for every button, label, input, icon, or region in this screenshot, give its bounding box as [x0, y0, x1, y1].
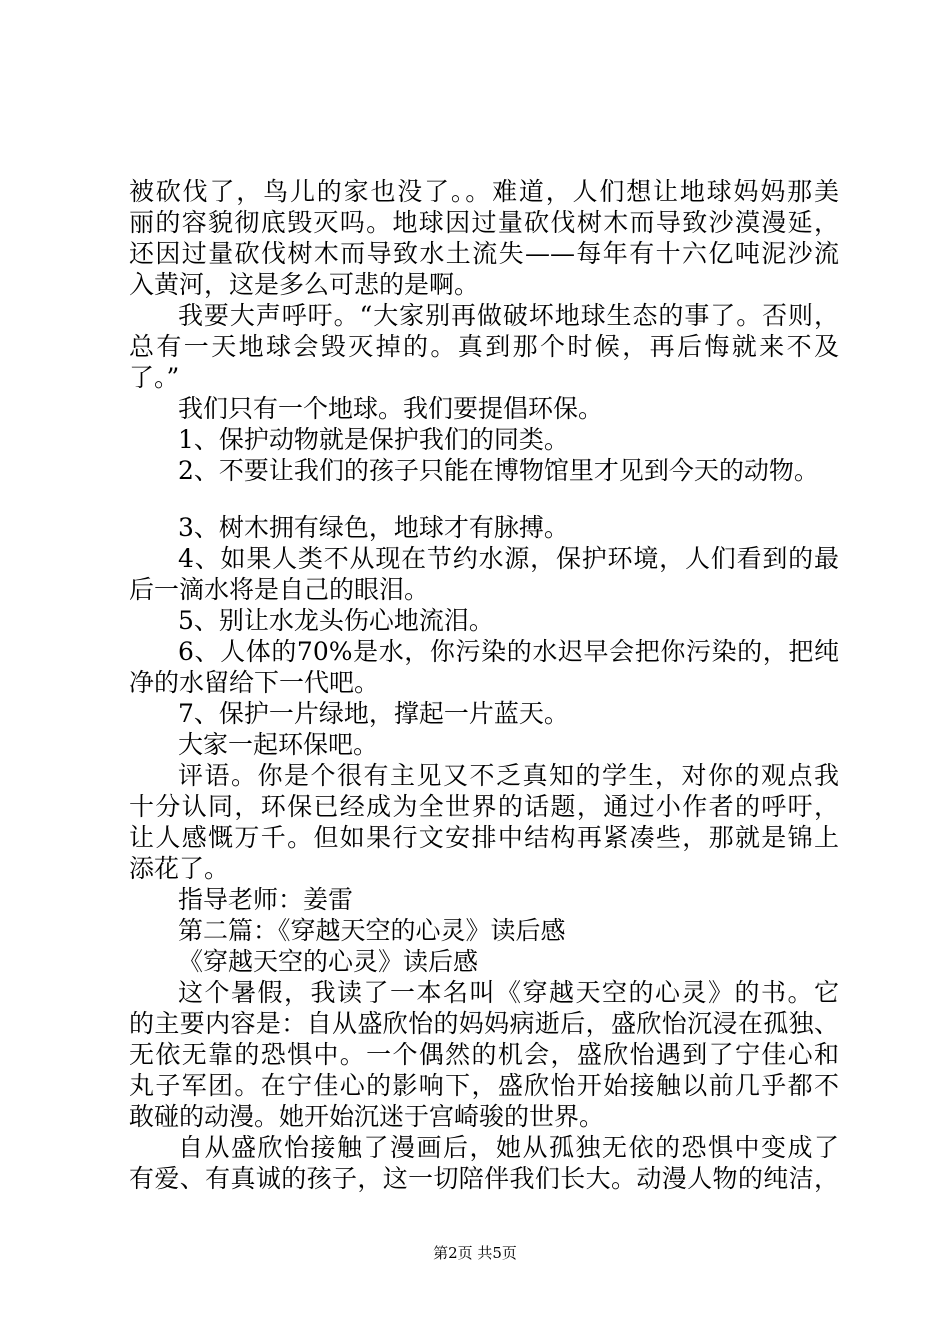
text-line: 的主要内容是：自从盛欣怡的妈妈病逝后，盛欣怡沉浸在孤独、 [129, 1009, 839, 1038]
section-heading: 第二篇：《穿越天空的心灵》读后感 [178, 916, 566, 945]
text-line: 被砍伐了，鸟儿的家也没了。。难道，人们想让地球妈妈那美 [129, 177, 839, 206]
text-line: 有爱、有真诚的孩子，这一切陪伴我们长大。动漫人物的纯洁， [129, 1164, 839, 1193]
text-line: 我要大声呼吁。“大家别再做破坏地球生态的事了。否则， [178, 301, 839, 330]
text-line: 我们只有一个地球。我们要提倡环保。 [178, 394, 604, 423]
text-line: 还因过量砍伐树木而导致水土流失——每年有十六亿吨泥沙流 [129, 239, 839, 268]
list-item: 6、人体的70%是水，你污染的水迟早会把你污染的，把纯 [178, 637, 839, 666]
page-number: 第2页 共5页 [433, 1244, 517, 1262]
text-line: 自从盛欣怡接触了漫画后，她从孤独无依的恐惧中变成了 [178, 1133, 839, 1162]
text-line: 评语。你是个很有主见又不乏真知的学生，对你的观点我 [178, 761, 839, 790]
text-line: 无依无靠的恐惧中。一个偶然的机会，盛欣怡遇到了宁佳心和 [129, 1040, 839, 1069]
list-item: 3、树木拥有绿色，地球才有脉搏。 [178, 513, 569, 542]
text-line: 了。” [129, 363, 180, 392]
text-line: 丸子军团。在宁佳心的影响下，盛欣怡开始接触以前几乎都不 [129, 1071, 839, 1100]
text-line: 十分认同，环保已经成为全世界的话题，通过小作者的呼吁， [129, 792, 839, 821]
text-line: 丽的容貌彻底毁灭吗。地球因过量砍伐树木而导致沙漠漫延， [129, 208, 839, 237]
text-line: 添花了。 [129, 854, 230, 883]
list-item: 2、不要让我们的孩子只能在博物馆里才见到今天的动物。 [178, 456, 819, 485]
text-line: 入黄河，这是多么可悲的是啊。 [129, 270, 480, 299]
section-title: 《穿越天空的心灵》读后感 [178, 947, 479, 976]
list-item: 5、别让水龙头伤心地流泪。 [178, 606, 494, 635]
list-item: 1、保护动物就是保护我们的同类。 [178, 425, 569, 454]
text-line: 让人感慨万千。但如果行文安排中结构再紧凑些，那就是锦上 [129, 823, 839, 852]
list-item: 7、保护一片绿地，撑起一片蓝天。 [178, 699, 569, 728]
text-line: 总有一天地球会毁灭掉的。真到那个时候，再后悔就来不及 [129, 332, 839, 361]
text-line: 后一滴水将是自己的眼泪。 [129, 575, 430, 604]
list-item: 4、如果人类不从现在节约水源，保护环境，人们看到的最 [178, 544, 839, 573]
text-line: 敢碰的动漫。她开始沉迷于宫崎骏的世界。 [129, 1102, 605, 1131]
text-line: 净的水留给下一代吧。 [129, 668, 380, 697]
text-line: 指导老师：姜雷 [178, 885, 354, 914]
text-line: 这个暑假，我读了一本名叫《穿越天空的心灵》的书。它 [178, 978, 839, 1007]
text-line: 大家一起环保吧。 [178, 730, 379, 759]
